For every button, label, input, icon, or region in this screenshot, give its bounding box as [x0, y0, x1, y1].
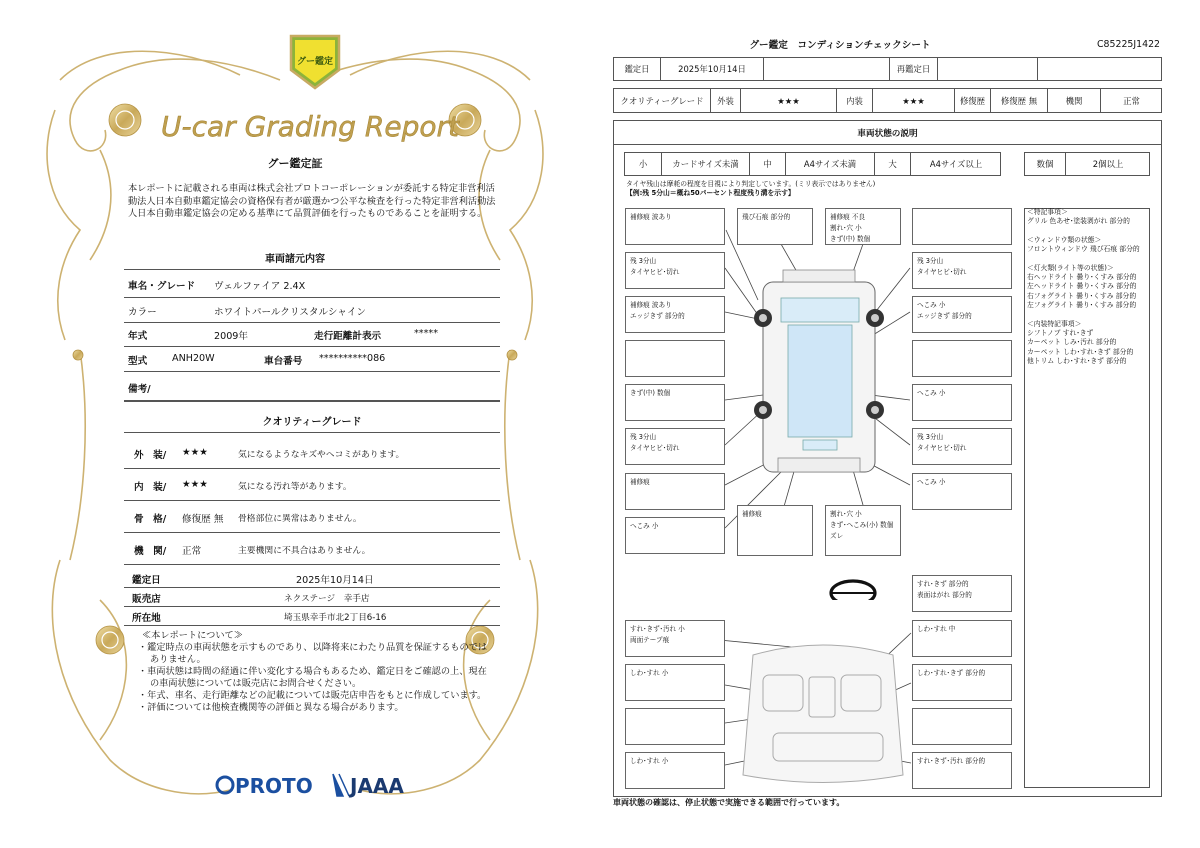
- exterior-value: ★★★: [741, 89, 837, 112]
- exterior-box-l7: 補修痕: [625, 473, 725, 510]
- color-label: カラー: [128, 307, 157, 318]
- address-value: 埼玉県幸手市北2丁目6-16: [284, 613, 387, 623]
- date-label: 鑑定日: [614, 58, 661, 80]
- jaaa-logo-text: JAAA: [350, 774, 404, 798]
- interior-box-r2: しわ･すれ･きず 部分的: [912, 664, 1012, 701]
- inspection-row-address: [124, 607, 500, 626]
- interior-value: ★★★: [873, 89, 955, 112]
- quality-grade-label: クオリティーグレード: [614, 89, 711, 112]
- inspection-date-label: 鑑定日: [132, 575, 161, 586]
- badge-text: グー鑑定: [296, 57, 334, 67]
- interior-box-r4: すれ･きず･汚れ 部分的: [912, 752, 1012, 789]
- size-medium-desc: A4サイズ未満: [786, 153, 875, 175]
- repair-value: 修復歴 無: [991, 89, 1048, 112]
- interior-box-l4: しわ･すれ 小: [625, 752, 725, 789]
- inspection-date-row: [613, 57, 1162, 81]
- spec-top-rule: [124, 268, 500, 270]
- size-large-desc: A4サイズ以上: [929, 159, 983, 169]
- quality-section-title: クオリティーグレード: [262, 417, 362, 428]
- exterior-box-blank-l4: [625, 340, 725, 377]
- model-value: ANH20W: [172, 353, 215, 364]
- exterior-box-l3: 補修痕 波あり エッジきず 部分的: [625, 296, 725, 333]
- date-blank: [764, 58, 890, 80]
- quality-grade: ★★★: [182, 447, 208, 458]
- exterior-box-l8: へこみ 小: [625, 517, 725, 554]
- interior-box-blank-r3: [912, 708, 1012, 745]
- about-item: ・鑑定時点の車両状態を示すものであり、以降将来にわたり品質を保証するものではありません。: [138, 642, 488, 665]
- certificate-title: グー鑑定証: [267, 157, 323, 170]
- about-item: ・評価については他検査機関等の評価と異なる場合があります。: [138, 702, 404, 713]
- special-note-line: 右ヘッドライト 曇り･くすみ 部分的: [1027, 273, 1137, 282]
- special-note-line: シフトノブ すれ･きず: [1027, 329, 1094, 338]
- interior-box-r1: しわ･すれ 中: [912, 620, 1012, 657]
- repair-label: 修復歴: [955, 89, 991, 112]
- size-legend: [624, 152, 1001, 176]
- inspection-date-value: 2025年10月14日: [296, 575, 374, 586]
- exterior-box-l1: 補修痕 波あり: [625, 208, 725, 245]
- engine-value: 正常: [1123, 95, 1140, 106]
- special-note-line: 右フォグライト 曇り･くすみ 部分的: [1027, 291, 1137, 300]
- exterior-box-blank-top-right: [912, 208, 1012, 245]
- quality-row: [124, 469, 500, 501]
- engine-label: 機関: [1048, 89, 1101, 112]
- quality-comment: 骨格部位に異常はありません。: [238, 514, 362, 524]
- about-report: [138, 630, 488, 714]
- inspection-row-dealer: [124, 588, 500, 607]
- address-label: 所在地: [132, 613, 161, 624]
- count-label: 数個: [1025, 153, 1066, 175]
- exterior-box-r7: へこみ 小: [912, 473, 1012, 510]
- condition-sheet-title: グー鑑定 コンディションチェックシート: [749, 40, 931, 51]
- tire-note-2: 【例:残 5分山＝概ね50パーセント程度残り溝を示す】: [626, 189, 795, 197]
- inspection-row-date: [124, 566, 500, 588]
- quality-comment: 気になる汚れ等があります。: [238, 482, 352, 492]
- quality-grade: ★★★: [182, 479, 208, 490]
- date-value: 2025年10月14日: [661, 58, 764, 80]
- proto-logo-text: PROTO: [235, 774, 313, 798]
- spec-row-year: [124, 323, 500, 347]
- count-legend: [1024, 152, 1150, 176]
- special-note-line: [1027, 255, 1155, 264]
- name-value: ヴェルファイア 2.4X: [214, 281, 306, 292]
- quality-comment: 気になるようなキズやヘコミがあります。: [238, 450, 405, 460]
- interior-box-l1: すれ･きず･汚れ 小 両面テープ痕: [625, 620, 725, 657]
- special-note-line: 左ヘッドライト 曇り･くすみ 部分的: [1027, 282, 1137, 291]
- about-item: ・車両状態は時間の経過に伴い変化する場合もあるため、鑑定日をご確認の上、現在の車両状態については販売店にお問合せください。: [138, 666, 487, 689]
- notes-label: 備考/: [128, 384, 151, 395]
- redate-label: 再鑑定日: [890, 58, 938, 80]
- exterior-label: 外装: [711, 89, 741, 112]
- special-note-line: ＜灯火類(ライト等の状態)＞: [1027, 263, 1114, 272]
- redate-value: [938, 58, 1038, 80]
- interior-box-l2: しわ･すれ 小: [625, 664, 725, 701]
- exterior-box-t1: 飛び石痕 部分的: [737, 208, 813, 245]
- special-note-line: フロントウィンドウ 飛び石痕 部分的: [1027, 245, 1140, 254]
- special-note-line: カーペット しわ･すれ･きず 部分的: [1027, 347, 1134, 356]
- report-title-text: U-car Grading Report: [161, 110, 459, 143]
- spec-row-model: [124, 347, 500, 372]
- year-value: 2009年: [214, 331, 249, 342]
- special-note-line: [1027, 311, 1155, 320]
- quality-row: [124, 501, 500, 533]
- chassis-value: **********086: [319, 353, 386, 364]
- quality-grade: 正常: [182, 546, 202, 557]
- name-label: 車名・グレード: [128, 281, 196, 292]
- exterior-box-r2: 残 3分山 タイヤヒビ･切れ: [912, 252, 1012, 289]
- footer-logos: [215, 770, 415, 800]
- color-value: ホワイトパールクリスタルシャイン: [214, 307, 367, 318]
- quality-top-rule: [124, 430, 500, 433]
- exterior-box-l6: 残 3分山 タイヤヒビ･切れ: [625, 428, 725, 465]
- quality-label: 外 装/: [134, 450, 167, 461]
- report-title: [145, 100, 475, 150]
- size-large: 大: [875, 153, 911, 175]
- dealer-label: 販売店: [132, 594, 161, 605]
- mileage-value: *****: [414, 328, 438, 339]
- grading-report-page: [0, 0, 590, 848]
- certificate-text: 本レポートに記載される車両は株式会社プロトコーポレーションが委託する特定非営利活動法人日本自動車鑑定協会の資格保有者が厳選かつ公平な検査を行った特定非営利活動法人日本自動車鑑定協会の定める基準にて品質評価を行ったものであることを証明する。: [128, 183, 496, 220]
- exterior-box-t2: 補修痕 不良 割れ･穴 小 きず(中) 数個: [825, 208, 901, 245]
- sheet-id: C85225J1422: [1097, 39, 1160, 50]
- interior-label: 内装: [837, 89, 873, 112]
- special-note-line: グリル 色あせ･塗装剥がれ 部分的: [1027, 217, 1130, 226]
- interior-box-steering: すれ･きず 部分的 表面はがれ 部分的: [912, 575, 1012, 612]
- quality-grade: 修復歴 無: [182, 514, 224, 525]
- model-label: 型式: [128, 356, 148, 367]
- quality-row: [124, 533, 500, 565]
- steering-wheel-icon: [831, 581, 875, 600]
- size-small-desc: カードサイズ未満: [662, 153, 750, 175]
- about-list: [138, 642, 488, 714]
- exterior-box-blank-r4: [912, 340, 1012, 377]
- quality-row: [124, 437, 500, 469]
- jaaa-logo-icon: [333, 774, 349, 796]
- mileage-label: 走行距離計表示: [314, 331, 382, 342]
- exterior-box-b1: 補修痕: [737, 505, 813, 556]
- spec-row-color: [124, 298, 500, 323]
- special-note-line: 他トリム しわ･すれ･きず 部分的: [1027, 357, 1127, 366]
- exterior-box-l2: 残 3分山 タイヤヒビ･切れ: [625, 252, 725, 289]
- quality-label: 機 関/: [134, 546, 167, 557]
- year-label: 年式: [128, 331, 148, 342]
- exterior-box-r3: へこみ 小 エッジきず 部分的: [912, 296, 1012, 333]
- special-note-line: ＜ウィンドウ類の状態＞: [1027, 235, 1102, 244]
- about-title: ≪本レポートについて≫: [142, 630, 243, 641]
- size-medium: 中: [750, 153, 786, 175]
- size-small: 小: [625, 153, 662, 175]
- special-notes-list: [1027, 208, 1155, 367]
- spec-section-title: 車両諸元内容: [265, 254, 325, 265]
- exterior-box-b2: 割れ･穴 小 きず･へこみ(小) 数個 ズレ: [825, 505, 901, 556]
- special-note-line: カーペット しみ･汚れ 部分的: [1027, 338, 1117, 347]
- special-note-line: [1027, 227, 1155, 236]
- exterior-box-r6: 残 3分山 タイヤヒビ･切れ: [912, 428, 1012, 465]
- count-desc: 2個以上: [1092, 159, 1124, 169]
- exterior-box-r5: へこみ 小: [912, 384, 1012, 421]
- about-item: ・年式、車名、走行距離などの記載については販売店申告をもとに作成しています。: [138, 690, 487, 701]
- spec-row-name: [124, 272, 500, 298]
- quality-comment: 主要機関に不具合はありません。: [238, 546, 371, 556]
- quality-grade-row: [613, 88, 1162, 113]
- redate-blank: [1038, 58, 1162, 80]
- special-note-line: 左フォグライト 曇り･くすみ 部分的: [1027, 301, 1137, 310]
- proto-logo-icon: [217, 777, 233, 793]
- chassis-label: 車台番号: [264, 356, 303, 367]
- tire-note-1: タイヤ残山は摩耗の程度を目視により判定しています。(ミリ表示ではありません): [626, 180, 876, 188]
- condition-title: 車両状態の説明: [614, 121, 1161, 145]
- special-note-line: ＜内装特記事項＞: [1027, 319, 1082, 328]
- exterior-box-l5: きず(中) 数個: [625, 384, 725, 421]
- goo-kantei-badge: [287, 30, 343, 92]
- footer-note: 車両状態の確認は、停止状態で実施できる範囲で行っています。: [613, 798, 845, 807]
- spec-row-notes: [124, 372, 500, 402]
- quality-label: 内 装/: [134, 482, 167, 493]
- special-note-line: ＜特記事項＞: [1027, 208, 1068, 216]
- interior-box-blank-l3: [625, 708, 725, 745]
- dealer-value: ネクステージ 幸手店: [284, 594, 370, 604]
- quality-label: 骨 格/: [134, 514, 167, 525]
